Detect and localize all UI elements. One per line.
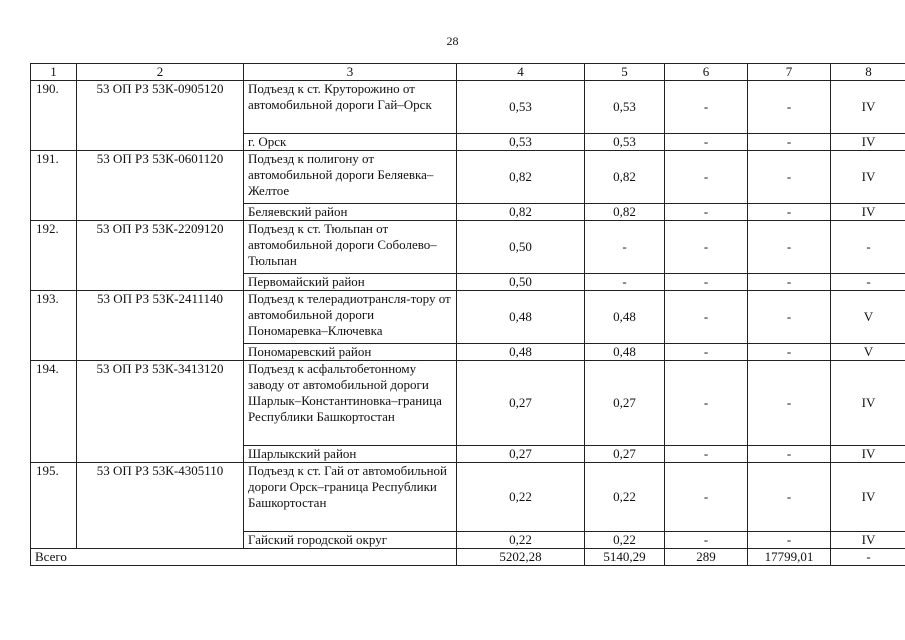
road-code: 53 ОП РЗ 53К-2411140 <box>77 291 244 361</box>
value-cell: 0,53 <box>457 81 585 134</box>
table-row <box>31 151 905 204</box>
value-cell: 0,82 <box>585 151 665 204</box>
value-cell: 0,22 <box>457 532 585 549</box>
value-cell: - <box>748 361 831 446</box>
value-cell: - <box>665 221 748 274</box>
value-cell: - <box>748 151 831 204</box>
value-cell: - <box>665 361 748 446</box>
table-row <box>31 463 905 532</box>
value-cell: - <box>665 134 748 151</box>
value-cell: 0,53 <box>457 134 585 151</box>
total-value: 5202,28 <box>457 549 585 566</box>
value-cell: - <box>665 446 748 463</box>
value-cell: - <box>665 151 748 204</box>
row-number: 192. <box>31 221 77 291</box>
value-cell: - <box>665 532 748 549</box>
value-cell: - <box>748 221 831 274</box>
category-cell: V <box>831 344 905 361</box>
column-header: 8 <box>831 64 905 81</box>
row-number: 190. <box>31 81 77 151</box>
value-cell: 0,82 <box>457 204 585 221</box>
value-cell: - <box>748 532 831 549</box>
value-cell: 0,22 <box>585 532 665 549</box>
value-cell: 0,53 <box>585 134 665 151</box>
table-row <box>31 81 905 134</box>
column-header: 7 <box>748 64 831 81</box>
road-name: Подъезд к ст. Круторожино от автомобильной дороги Гай–Орск <box>244 81 457 134</box>
category-cell: - <box>831 221 905 274</box>
value-cell: - <box>665 291 748 344</box>
value-cell: 0,27 <box>457 446 585 463</box>
value-cell: 0,48 <box>457 344 585 361</box>
total-value: - <box>831 549 905 566</box>
road-name: Подъезд к телерадиотрансля-тору от автомобильной дороги Пономаревка–Ключевка <box>244 291 457 344</box>
value-cell: - <box>748 344 831 361</box>
road-code: 53 ОП РЗ 53К-0601120 <box>77 151 244 221</box>
road-code: 53 ОП РЗ 53К-3413120 <box>77 361 244 463</box>
road-name: Подъезд к асфальтобетонному заводу от автомобильной дороги Шарлык–Константиновка–граница Республики Башкортостан <box>244 361 457 446</box>
value-cell: - <box>748 134 831 151</box>
value-cell: 0,50 <box>457 274 585 291</box>
total-value: 5140,29 <box>585 549 665 566</box>
district-name: Пономаревский район <box>244 344 457 361</box>
value-cell: 0,82 <box>457 151 585 204</box>
value-cell: 0,48 <box>585 291 665 344</box>
table-row <box>31 221 905 274</box>
value-cell: - <box>585 274 665 291</box>
road-code: 53 ОП РЗ 53К-4305110 <box>77 463 244 549</box>
road-code: 53 ОП РЗ 53К-2209120 <box>77 221 244 291</box>
road-name: Подъезд к ст. Гай от автомобильной дороги Орск–граница Республики Башкортостан <box>244 463 457 532</box>
total-value: 17799,01 <box>748 549 831 566</box>
value-cell: 0,50 <box>457 221 585 274</box>
category-cell: IV <box>831 81 905 134</box>
road-name: Подъезд к ст. Тюльпан от автомобильной дороги Соболево–Тюльпан <box>244 221 457 274</box>
value-cell: - <box>748 446 831 463</box>
value-cell: - <box>665 463 748 532</box>
column-header: 5 <box>585 64 665 81</box>
value-cell: 0,22 <box>457 463 585 532</box>
value-cell: 0,48 <box>457 291 585 344</box>
value-cell: - <box>748 81 831 134</box>
column-header: 2 <box>77 64 244 81</box>
category-cell: IV <box>831 532 905 549</box>
district-name: Беляевский район <box>244 204 457 221</box>
value-cell: 0,48 <box>585 344 665 361</box>
category-cell: IV <box>831 361 905 446</box>
total-value: 289 <box>665 549 748 566</box>
value-cell: - <box>748 274 831 291</box>
value-cell: - <box>665 81 748 134</box>
value-cell: 0,27 <box>457 361 585 446</box>
category-cell: IV <box>831 134 905 151</box>
column-header: 4 <box>457 64 585 81</box>
value-cell: - <box>665 204 748 221</box>
header-row <box>31 64 905 81</box>
road-register-table <box>30 63 905 566</box>
value-cell: - <box>585 221 665 274</box>
value-cell: 0,22 <box>585 463 665 532</box>
category-cell: IV <box>831 463 905 532</box>
value-cell: - <box>748 204 831 221</box>
value-cell: 0,53 <box>585 81 665 134</box>
district-name: Гайский городской округ <box>244 532 457 549</box>
value-cell: 0,82 <box>585 204 665 221</box>
category-cell: V <box>831 291 905 344</box>
column-header: 1 <box>31 64 77 81</box>
district-name: Первомайский район <box>244 274 457 291</box>
total-row <box>31 549 905 566</box>
row-number: 194. <box>31 361 77 463</box>
column-header: 6 <box>665 64 748 81</box>
category-cell: IV <box>831 204 905 221</box>
value-cell: - <box>665 274 748 291</box>
row-number: 195. <box>31 463 77 549</box>
value-cell: 0,27 <box>585 446 665 463</box>
row-number: 193. <box>31 291 77 361</box>
value-cell: - <box>748 291 831 344</box>
road-code: 53 ОП РЗ 53К-0905120 <box>77 81 244 151</box>
table-row <box>31 291 905 344</box>
row-number: 191. <box>31 151 77 221</box>
district-name: Шарлыкский район <box>244 446 457 463</box>
value-cell: 0,27 <box>585 361 665 446</box>
district-name: г. Орск <box>244 134 457 151</box>
category-cell: - <box>831 274 905 291</box>
category-cell: IV <box>831 151 905 204</box>
value-cell: - <box>748 463 831 532</box>
page-number: 28 <box>446 34 459 48</box>
value-cell: - <box>665 344 748 361</box>
table-row <box>31 361 905 446</box>
category-cell: IV <box>831 446 905 463</box>
road-name: Подъезд к полигону от автомобильной дороги Беляевка–Желтое <box>244 151 457 204</box>
column-header: 3 <box>244 64 457 81</box>
total-label: Всего <box>31 549 457 566</box>
